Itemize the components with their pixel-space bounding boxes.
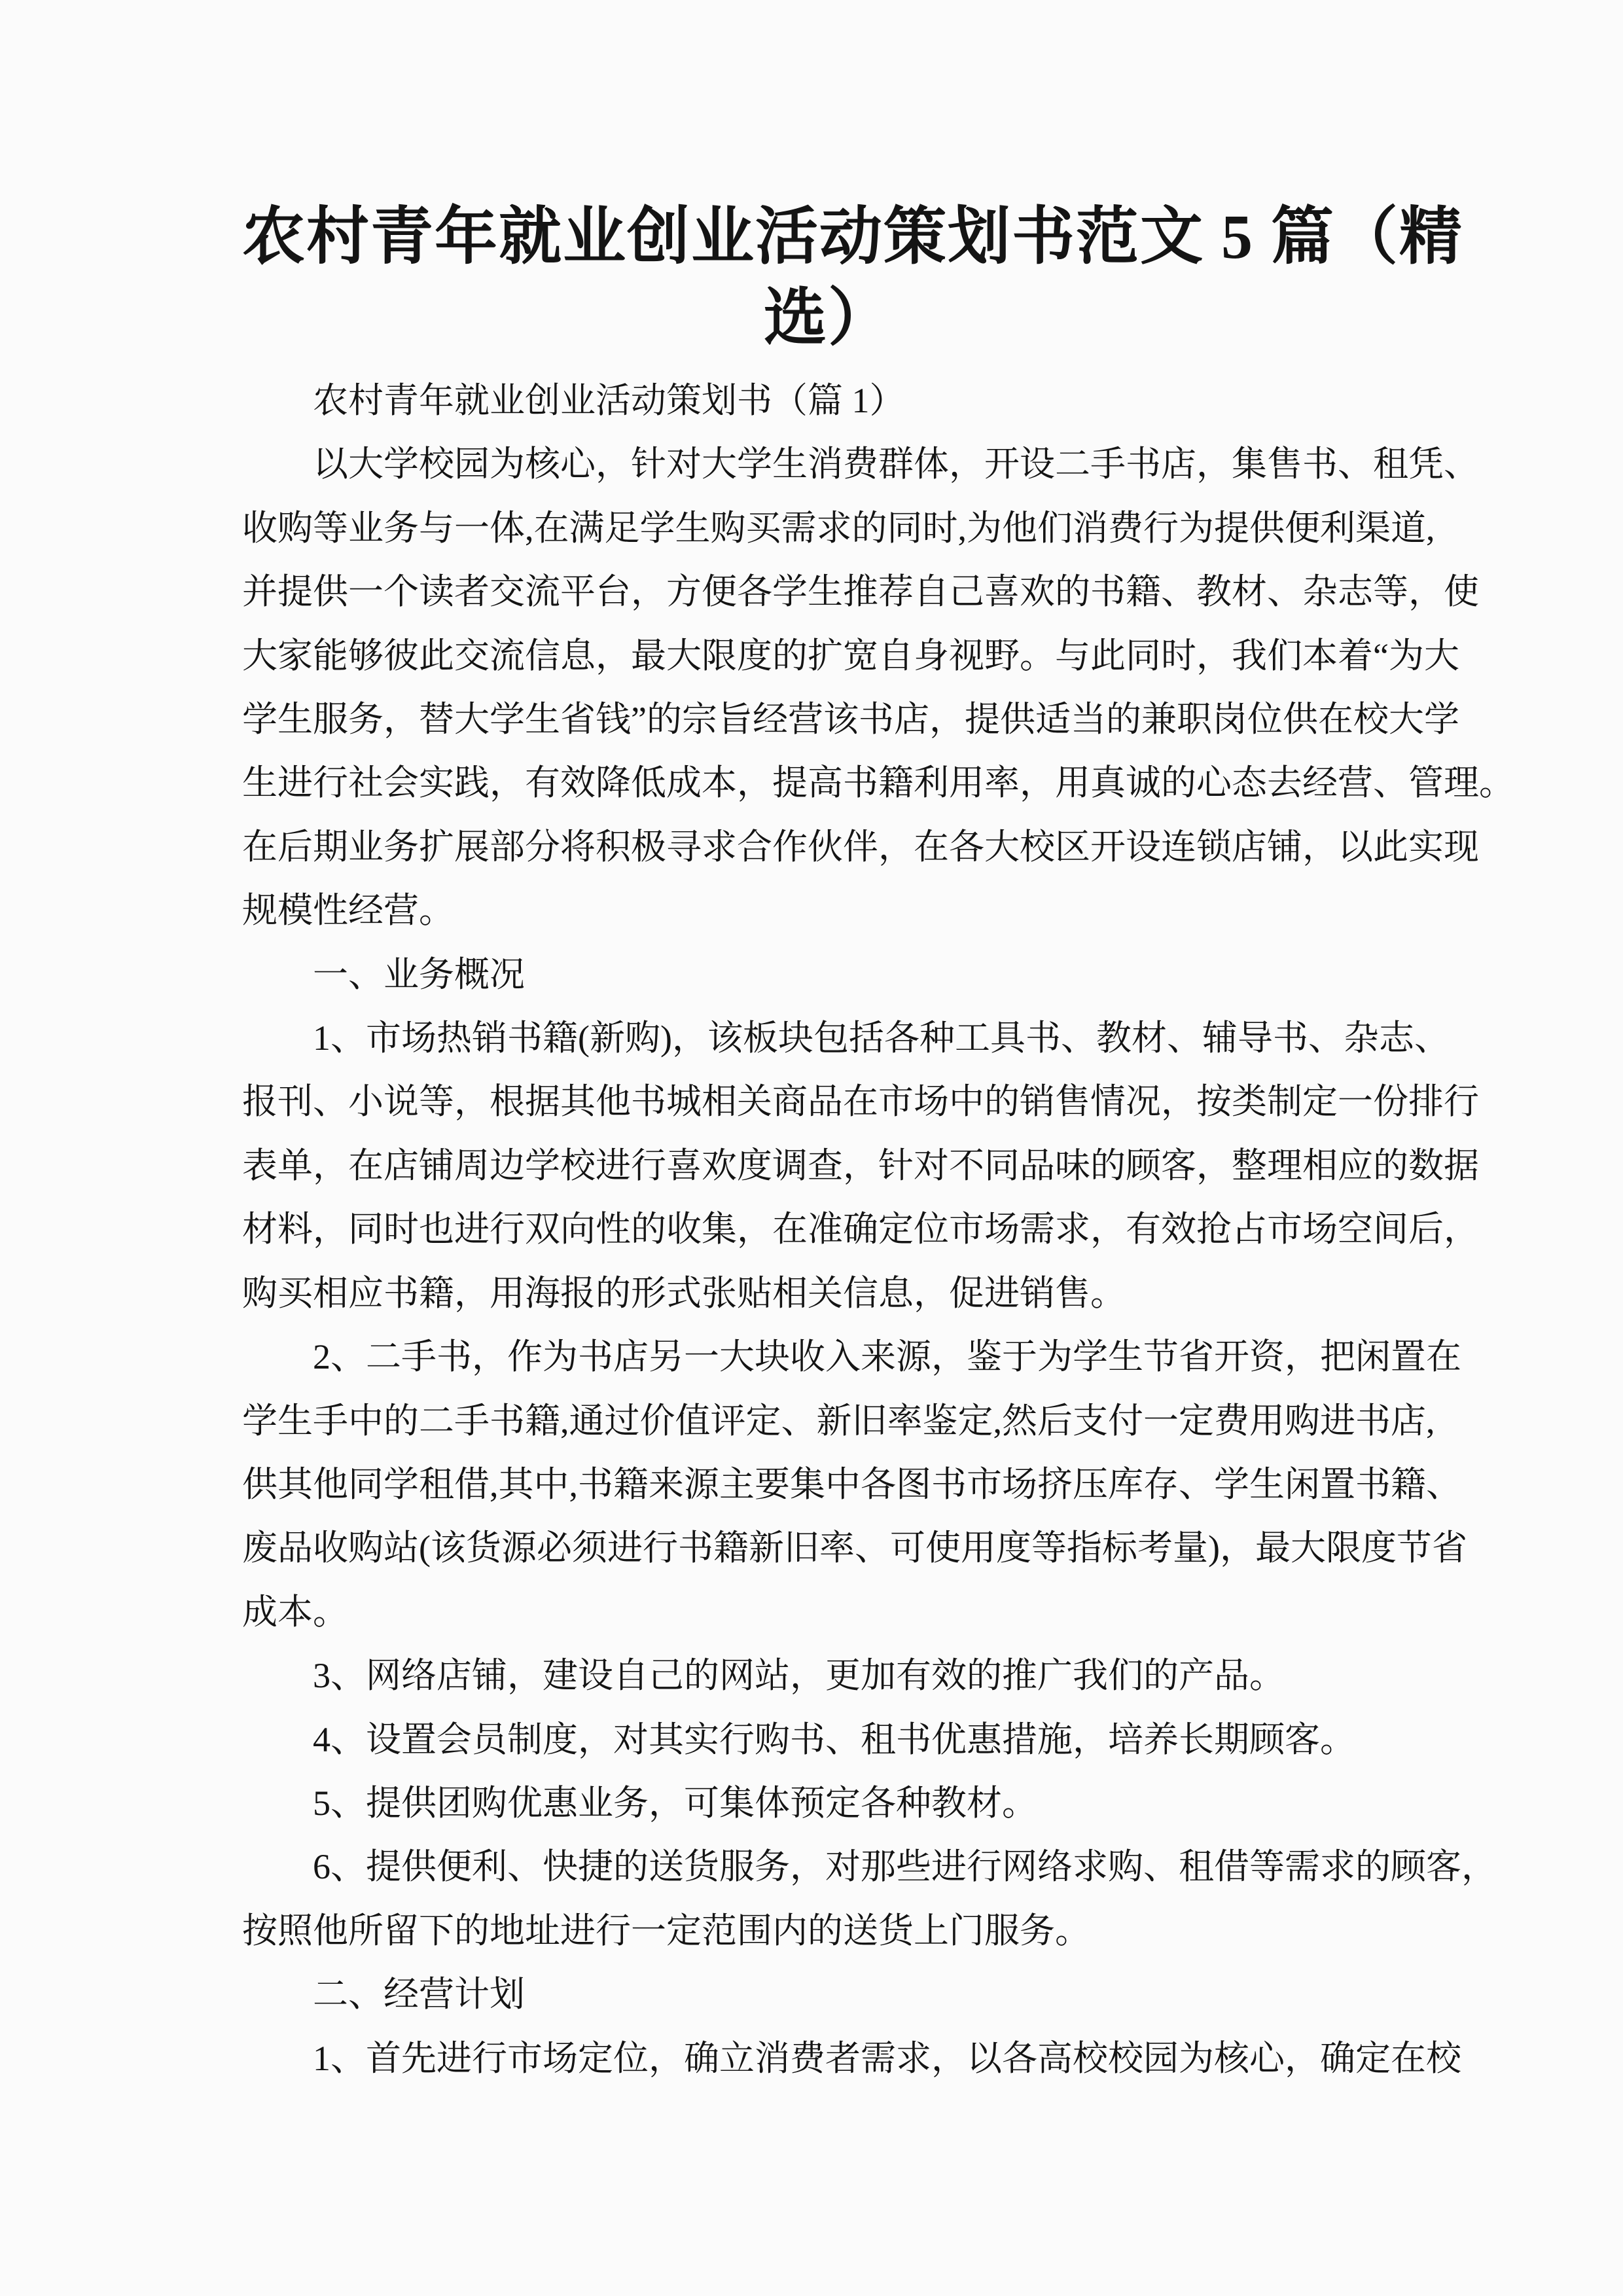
text-line: 6、提供便利、快捷的送货服务，对那些进行网络求购、租借等需求的顾客， [313,1847,1497,1887]
text-line: 材料，同时也进行双向性的收集，在准确定位市场需求，有效抢占市场空间后， [242,1210,1479,1249]
text-line: 供其他同学租借,其中,书籍来源主要集中各图书市场挤压库存、学生闲置书籍、 [242,1464,1461,1504]
text-line: 成本。 [242,1592,348,1632]
text-line: 二、经营计划 [313,1975,525,2015]
text-line: 学生手中的二手书籍,通过价值评定、新旧率鉴定,然后支付一定费用购进书店, [242,1401,1435,1441]
text-line: 生进行社会实践，有效降低成本，提高书籍利用率，用真诚的心态去经营、管理。 [242,763,1514,803]
text-line: 报刊、小说等，根据其他书城相关商品在市场中的销售情况，按类制定一份排行 [242,1082,1479,1122]
text-line: 农村青年就业创业活动策划书（篇 1） [313,381,905,420]
title-line: 农村青年就业创业活动策划书范文 5 篇（精 [242,202,1463,272]
text-line: 在后期业务扩展部分将积极寻求合作伙伴，在各大校区开设连锁店铺，以此实现 [242,827,1479,867]
text-line: 废品收购站(该货源必须进行书籍新旧率、可使用度等指标考量)，最大限度节省 [242,1528,1467,1568]
text-line: 学生服务，替大学生省钱”的宗旨经营该书店，提供适当的兼职岗位供在校大学 [242,700,1459,740]
text-line: 收购等业务与一体,在满足学生购买需求的同时,为他们消费行为提供便利渠道, [242,508,1435,548]
text-line: 购买相应书籍，用海报的形式张贴相关信息，促进销售。 [242,1273,1126,1313]
text-line: 按照他所留下的地址进行一定范围内的送货上门服务。 [242,1910,1090,1950]
text-line: 1、市场热销书籍(新购)，该板块包括各种工具书、教材、辅导书、杂志、 [313,1018,1450,1058]
text-line: 以大学校园为核心，针对大学生消费群体，开设二手书店，集售书、租凭、 [313,444,1479,484]
text-line: 4、设置会员制度，对其实行购书、租书优惠措施，培养长期顾客。 [313,1719,1355,1759]
title-line: 选） [764,283,892,353]
text-line: 2、二手书，作为书店另一大块收入来源，鉴于为学生节省开资，把闲置在 [313,1337,1461,1377]
text-line: 5、提供团购优惠业务，可集体预定各种教材。 [313,1783,1037,1823]
text-line: 并提供一个读者交流平台，方便各学生推荐自己喜欢的书籍、教材、杂志等，使 [242,572,1479,612]
text-line: 1、首先进行市场定位，确立消费者需求，以各高校校园为核心，确定在校 [313,2038,1461,2078]
text-line: 大家能够彼此交流信息，最大限度的扩宽自身视野。与此同时，我们本着“为大 [242,636,1459,675]
document-body [242,369,1514,2090]
text-line: 规模性经营。 [242,891,454,931]
text-line: 表单，在店铺周边学校进行喜欢度调查，针对不同品味的顾客，整理相应的数据 [242,1145,1479,1185]
text-line: 一、业务概况 [313,954,525,994]
text-line: 3、网络店铺，建设自己的网站，更加有效的推广我们的产品。 [313,1656,1285,1696]
document-title [242,196,1463,359]
